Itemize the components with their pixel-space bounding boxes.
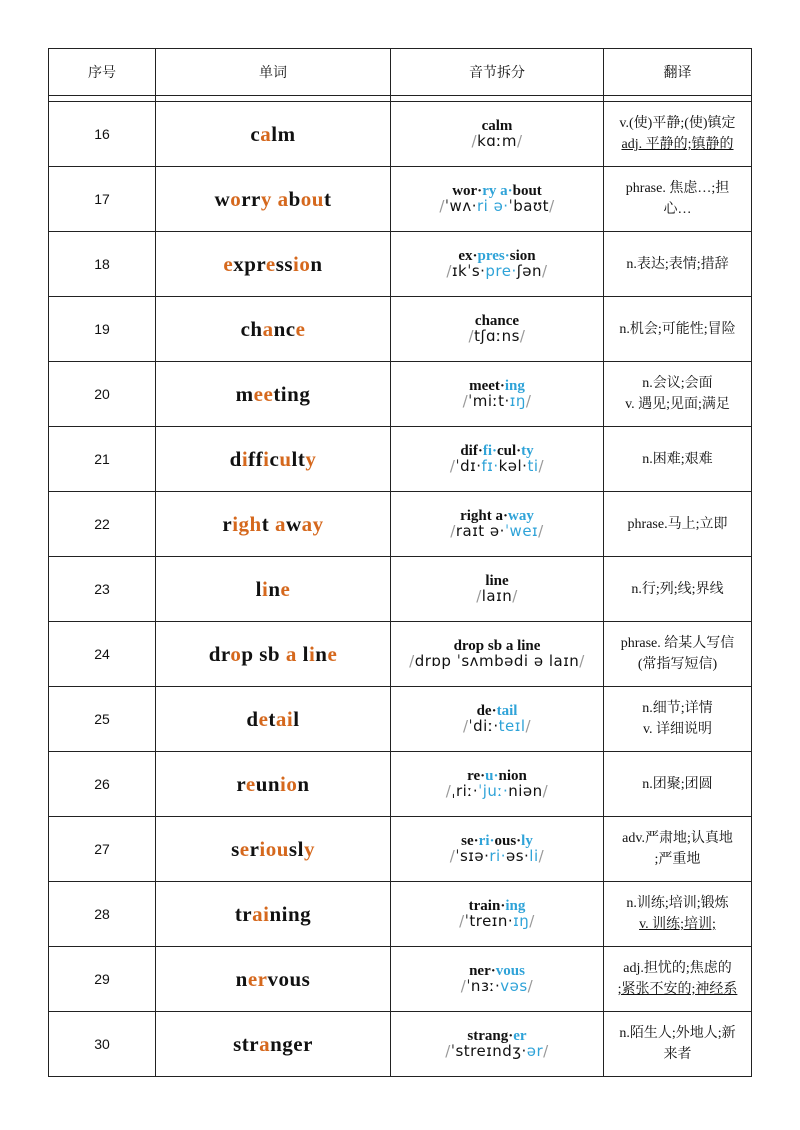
- table-row: [49, 362, 752, 427]
- word-segment: c: [250, 121, 261, 146]
- phonetic-transcription: [391, 199, 603, 214]
- slash-mark: /: [538, 847, 545, 865]
- row-number: 19: [49, 297, 156, 362]
- translation-line: phrase. 焦虑…;担: [625, 181, 730, 196]
- translation-cell: [604, 102, 752, 167]
- vocab-word: [156, 947, 391, 1012]
- word-segment: e: [239, 836, 250, 861]
- word-segment: a: [260, 121, 272, 146]
- row-number: 23: [49, 557, 156, 622]
- vocab-word: [156, 232, 391, 297]
- word-segment: er: [247, 966, 268, 991]
- phonetic-transcription: [391, 134, 603, 149]
- syllable-segment: calm: [481, 118, 513, 134]
- translation-line: n.训练;培训;锻炼: [626, 896, 729, 911]
- phonetic-segment: əs·: [505, 847, 530, 865]
- translation-line: adj. 平静的;镇静的: [621, 137, 734, 152]
- translation-cell: [604, 297, 752, 362]
- translation-line: n.行;列;线;界线: [631, 581, 724, 597]
- slash-mark: /: [445, 1042, 451, 1060]
- phonetic-segment: li: [529, 847, 539, 865]
- word-segment: iou: [259, 836, 289, 861]
- word-segment: ss: [275, 251, 294, 276]
- syllable-cell: [391, 622, 604, 687]
- translation-cell: [604, 232, 752, 297]
- syllable-cell: [391, 752, 604, 817]
- table-row: [49, 882, 752, 947]
- translation-cell: [604, 362, 752, 427]
- vocab-word: [156, 557, 391, 622]
- syllable-segment: line: [485, 573, 509, 589]
- phonetic-segment: niən: [508, 782, 543, 800]
- row-number: 20: [49, 362, 156, 427]
- word-segment: sl: [288, 836, 304, 861]
- translation-line: phrase. 给某人写信: [620, 636, 735, 651]
- word-segment: a: [285, 641, 297, 666]
- slash-mark: /: [476, 587, 482, 605]
- slash-mark: /: [439, 197, 445, 215]
- slash-mark: /: [525, 717, 532, 735]
- vocab-word: [156, 1012, 391, 1077]
- slash-mark: /: [462, 392, 469, 410]
- word-segment: igh: [232, 511, 262, 536]
- vocab-word: [156, 167, 391, 232]
- word-segment: m: [235, 381, 254, 406]
- word-segment: i: [241, 446, 249, 471]
- word-segment: y: [303, 836, 315, 861]
- word-segment: ai: [275, 706, 294, 731]
- word-segment: t: [261, 511, 275, 536]
- phonetic-transcription: [391, 654, 603, 669]
- phonetic-segment: ˈwʌ·: [444, 197, 477, 215]
- phonetic-segment: ɪŋ: [509, 392, 526, 410]
- syllable-segment: bout: [512, 183, 542, 199]
- word-segment: ee: [253, 381, 274, 406]
- syllable-cell: [391, 1012, 604, 1077]
- word-segment: a: [274, 511, 286, 536]
- syllable-segment: vous: [495, 963, 525, 979]
- slash-mark: /: [538, 457, 545, 475]
- syllable-segment: sion: [509, 248, 536, 264]
- header-row: [49, 49, 752, 96]
- vocab-word: [156, 427, 391, 492]
- translation-cell: [604, 167, 752, 232]
- word-segment: p sb: [241, 641, 286, 666]
- table-row: [49, 102, 752, 167]
- vocab-word: [156, 817, 391, 882]
- translation-cell: [604, 492, 752, 557]
- syllable-segment: ing: [504, 378, 525, 394]
- word-segment: rr: [241, 186, 261, 211]
- table-row: [49, 297, 752, 362]
- word-segment: o: [230, 186, 242, 211]
- slash-mark: /: [542, 782, 549, 800]
- phonetic-segment: ˈdɪ·: [455, 457, 482, 475]
- row-number: 25: [49, 687, 156, 752]
- word-segment: str: [233, 1031, 260, 1056]
- slash-mark: /: [471, 132, 478, 150]
- row-number: 30: [49, 1012, 156, 1077]
- syllable-segment: pres·: [477, 248, 510, 264]
- word-segment: d: [246, 706, 259, 731]
- word-segment: e: [258, 706, 269, 731]
- phonetic-transcription: [391, 719, 603, 734]
- translation-line: n.表达;表情;措辞: [626, 256, 729, 272]
- phonetic-segment: ˈmiːt·: [468, 392, 510, 410]
- phonetic-transcription: [391, 1044, 603, 1059]
- slash-mark: /: [542, 262, 548, 280]
- word-segment: l: [255, 576, 262, 601]
- slash-mark: /: [579, 652, 585, 670]
- translation-line: adj.担忧的;焦虑的: [623, 961, 732, 976]
- phonetic-segment: ˈweɪ: [504, 522, 539, 540]
- table-row: [49, 947, 752, 1012]
- word-segment: c: [269, 446, 280, 471]
- translation-line: v. 训练;培训;: [639, 917, 716, 932]
- syllable-segment: u·: [485, 768, 499, 784]
- syllable-segment: de·: [476, 703, 497, 719]
- translation-line: phrase.马上;立即: [627, 516, 728, 532]
- word-segment: xpr: [233, 251, 266, 276]
- syllable-segment: fi·: [482, 443, 497, 459]
- row-number: 16: [49, 102, 156, 167]
- row-number: 18: [49, 232, 156, 297]
- word-segment: r: [236, 771, 246, 796]
- vocab-word: [156, 362, 391, 427]
- word-segment: nc: [273, 316, 296, 341]
- word-segment: io: [280, 771, 298, 796]
- phonetic-transcription: [391, 264, 603, 279]
- table-body: [49, 102, 752, 1077]
- translation-cell: [604, 882, 752, 947]
- table-row: [49, 687, 752, 752]
- phonetic-segment: ˌriː·: [451, 782, 479, 800]
- row-number: 27: [49, 817, 156, 882]
- phonetic-transcription: [391, 849, 603, 864]
- translation-line: v. 遇见;见面;满足: [625, 397, 730, 412]
- slash-mark: /: [529, 912, 535, 930]
- phonetic-segment: kɑːm: [477, 132, 517, 150]
- syllable-segment: ly: [521, 833, 533, 849]
- table-row: [49, 232, 752, 297]
- slash-mark: /: [468, 327, 475, 345]
- word-segment: ch: [240, 316, 263, 341]
- phonetic-segment: ˈbaʊt: [508, 197, 550, 215]
- slash-mark: /: [459, 912, 465, 930]
- translation-line: 心…: [663, 202, 692, 217]
- phonetic-segment: tʃɑːns: [474, 327, 520, 345]
- vocab-word: [156, 752, 391, 817]
- phonetic-segment: pre·: [485, 262, 517, 280]
- phonetic-transcription: [391, 459, 603, 474]
- translation-cell: [604, 947, 752, 1012]
- word-segment: ay: [301, 511, 324, 536]
- table-row: [49, 622, 752, 687]
- header-translation: 翻译: [604, 49, 752, 96]
- phonetic-segment: raɪt ə·: [455, 522, 505, 540]
- phonetic-segment: ri·: [489, 847, 506, 865]
- phonetic-segment: drɒp ˈsʌmbədi ə laɪn: [414, 652, 580, 670]
- syllable-cell: [391, 362, 604, 427]
- translation-line: 来者: [663, 1047, 692, 1062]
- word-segment: u: [279, 446, 292, 471]
- slash-mark: /: [512, 587, 518, 605]
- word-segment: n: [315, 641, 328, 666]
- translation-cell: [604, 687, 752, 752]
- slash-mark: /: [525, 392, 532, 410]
- row-number: 24: [49, 622, 156, 687]
- phonetic-segment: laɪn: [481, 587, 513, 605]
- word-segment: a: [262, 316, 274, 341]
- translation-line: n.团聚;团圆: [642, 776, 713, 792]
- word-segment: w: [285, 511, 302, 536]
- phonetic-transcription: [391, 394, 603, 409]
- slash-mark: /: [538, 522, 544, 540]
- syllable-cell: [391, 817, 604, 882]
- translation-cell: [604, 557, 752, 622]
- vocabulary-table: [48, 48, 752, 1077]
- word-segment: n: [268, 576, 281, 601]
- syllable-segment: drop sb a line: [453, 638, 541, 654]
- slash-mark: /: [462, 717, 469, 735]
- row-number: 28: [49, 882, 156, 947]
- syllable-segment: right a·: [460, 508, 509, 524]
- word-segment: e: [223, 251, 234, 276]
- syllable-cell: [391, 492, 604, 557]
- slash-mark: /: [409, 652, 415, 670]
- syllable-segment: cul·: [497, 443, 522, 459]
- slash-mark: /: [450, 522, 456, 540]
- word-segment: ff: [248, 446, 264, 471]
- translation-cell: [604, 752, 752, 817]
- phonetic-segment: ˈjuː·: [478, 782, 509, 800]
- slash-mark: /: [449, 457, 456, 475]
- phonetic-segment: ri ə·: [476, 197, 509, 215]
- slash-mark: /: [516, 132, 523, 150]
- word-segment: r: [222, 511, 233, 536]
- table-row: [49, 427, 752, 492]
- translation-line: n.困难;艰难: [642, 451, 713, 467]
- table-row: [49, 752, 752, 817]
- translation-line: n.机会;可能性;冒险: [619, 321, 736, 337]
- phonetic-transcription: [391, 914, 603, 929]
- word-segment: a: [277, 186, 289, 211]
- word-segment: b: [288, 186, 301, 211]
- word-segment: w: [214, 186, 231, 211]
- translation-line: n.陌生人;外地人;新: [619, 1026, 736, 1041]
- slash-mark: /: [549, 197, 555, 215]
- word-segment: io: [293, 251, 311, 276]
- phonetic-segment: ti: [527, 457, 539, 475]
- vocab-word: [156, 622, 391, 687]
- syllable-segment: ing: [505, 898, 526, 914]
- syllable-segment: meet·: [469, 378, 505, 394]
- translation-cell: [604, 817, 752, 882]
- word-segment: n: [310, 251, 323, 276]
- syllable-segment: dif·: [460, 443, 483, 459]
- translation-line: v. 详细说明: [642, 722, 713, 737]
- table-row: [49, 492, 752, 557]
- phonetic-transcription: [391, 784, 603, 799]
- word-segment: e: [295, 316, 306, 341]
- translation-line: n.细节;详情: [642, 701, 713, 716]
- table-row: [49, 557, 752, 622]
- syllable-segment: se·: [461, 833, 479, 849]
- row-number: 21: [49, 427, 156, 492]
- header-word: 单词: [156, 49, 391, 96]
- word-segment: l: [293, 706, 300, 731]
- translation-line: v.(使)平静;(使)镇定: [619, 116, 736, 131]
- table-row: [49, 1012, 752, 1077]
- phonetic-segment: ər: [526, 1042, 544, 1060]
- syllable-segment: ex·: [458, 248, 478, 264]
- word-segment: o: [230, 641, 242, 666]
- word-segment: un: [255, 771, 281, 796]
- slash-mark: /: [519, 327, 526, 345]
- translation-line: adv.严肃地;认真地: [622, 831, 733, 846]
- phonetic-segment: kəl·: [498, 457, 528, 475]
- translation-cell: [604, 622, 752, 687]
- phonetic-segment: ˈnɜː·: [466, 977, 501, 995]
- syllable-cell: [391, 167, 604, 232]
- syllable-segment: ri·: [478, 833, 495, 849]
- translation-cell: [604, 1012, 752, 1077]
- header-number: 序号: [49, 49, 156, 96]
- syllable-segment: chance: [474, 313, 520, 329]
- phonetic-segment: ˈstreɪndʒ·: [450, 1042, 527, 1060]
- word-segment: nger: [270, 1031, 313, 1056]
- syllable-segment: tail: [496, 703, 518, 719]
- syllable-segment: train·: [468, 898, 506, 914]
- translation-line: n.会议;会面: [642, 376, 713, 391]
- vocab-word: [156, 882, 391, 947]
- translation-line: ;紧张不安的;神经系: [617, 982, 738, 997]
- word-segment: e: [245, 771, 256, 796]
- row-number: 26: [49, 752, 156, 817]
- phonetic-segment: vəs: [500, 977, 528, 995]
- translation-line: (常指写短信): [637, 657, 718, 672]
- row-number: 17: [49, 167, 156, 232]
- word-segment: t: [323, 186, 332, 211]
- word-segment: y: [305, 446, 317, 471]
- syllable-segment: ty: [521, 443, 534, 459]
- word-segment: s: [231, 836, 240, 861]
- vocab-word: [156, 102, 391, 167]
- word-segment: i: [261, 576, 269, 601]
- word-segment: dr: [208, 641, 231, 666]
- word-segment: ting: [273, 381, 311, 406]
- word-segment: ai: [252, 901, 270, 926]
- word-segment: e: [265, 251, 276, 276]
- vocab-word: [156, 687, 391, 752]
- phonetic-segment: ˈdiː·: [468, 717, 499, 735]
- phonetic-segment: ˈtreɪn·: [464, 912, 514, 930]
- syllable-cell: [391, 102, 604, 167]
- phonetic-segment: ˈsɪə·: [455, 847, 490, 865]
- syllable-segment: nion: [498, 768, 527, 784]
- phonetic-transcription: [391, 524, 603, 539]
- word-segment: y: [260, 186, 272, 211]
- translation-cell: [604, 427, 752, 492]
- phonetic-segment: teɪl: [498, 717, 526, 735]
- word-segment: d: [229, 446, 242, 471]
- syllable-segment: ry a·: [482, 183, 513, 199]
- word-segment: lm: [271, 121, 296, 146]
- slash-mark: /: [460, 977, 467, 995]
- syllable-cell: [391, 947, 604, 1012]
- syllable-segment: re·: [467, 768, 486, 784]
- phonetic-transcription: [391, 979, 603, 994]
- syllable-cell: [391, 297, 604, 362]
- syllable-cell: [391, 882, 604, 947]
- slash-mark: /: [527, 977, 534, 995]
- word-segment: r: [249, 836, 260, 861]
- syllable-segment: way: [508, 508, 534, 524]
- word-segment: n: [235, 966, 248, 991]
- syllable-segment: ner·: [469, 963, 496, 979]
- vocab-word: [156, 297, 391, 362]
- header-syllable: 音节拆分: [391, 49, 604, 96]
- word-segment: n: [297, 771, 310, 796]
- syllable-cell: [391, 687, 604, 752]
- word-segment: e: [280, 576, 291, 601]
- syllable-segment: strang·: [467, 1028, 514, 1044]
- word-segment: l: [296, 641, 309, 666]
- slash-mark: /: [543, 1042, 549, 1060]
- phonetic-segment: ɪkˈs·: [451, 262, 486, 280]
- syllable-segment: ous·: [494, 833, 522, 849]
- syllable-segment: er: [513, 1028, 527, 1044]
- phonetic-segment: ɪŋ: [513, 912, 530, 930]
- word-segment: vous: [267, 966, 311, 991]
- table-row: [49, 817, 752, 882]
- phonetic-transcription: [391, 329, 603, 344]
- phonetic-segment: ʃən: [516, 262, 543, 280]
- vocab-word: [156, 492, 391, 557]
- word-segment: e: [327, 641, 338, 666]
- word-segment: tr: [234, 901, 253, 926]
- word-segment: lt: [291, 446, 306, 471]
- word-segment: i: [308, 641, 316, 666]
- word-segment: ou: [300, 186, 324, 211]
- syllable-cell: [391, 232, 604, 297]
- word-segment: ning: [269, 901, 312, 926]
- row-number: 22: [49, 492, 156, 557]
- row-number: 29: [49, 947, 156, 1012]
- word-segment: a: [259, 1031, 271, 1056]
- phonetic-segment: fɪ·: [481, 457, 499, 475]
- word-segment: t: [268, 706, 276, 731]
- syllable-segment: wor·: [452, 183, 483, 199]
- syllable-cell: [391, 427, 604, 492]
- slash-mark: /: [446, 262, 452, 280]
- word-segment: i: [263, 446, 270, 471]
- slash-mark: /: [445, 782, 452, 800]
- phonetic-transcription: [391, 589, 603, 604]
- table-row: [49, 167, 752, 232]
- translation-line: ;严重地: [654, 852, 701, 867]
- syllable-cell: [391, 557, 604, 622]
- slash-mark: /: [449, 847, 456, 865]
